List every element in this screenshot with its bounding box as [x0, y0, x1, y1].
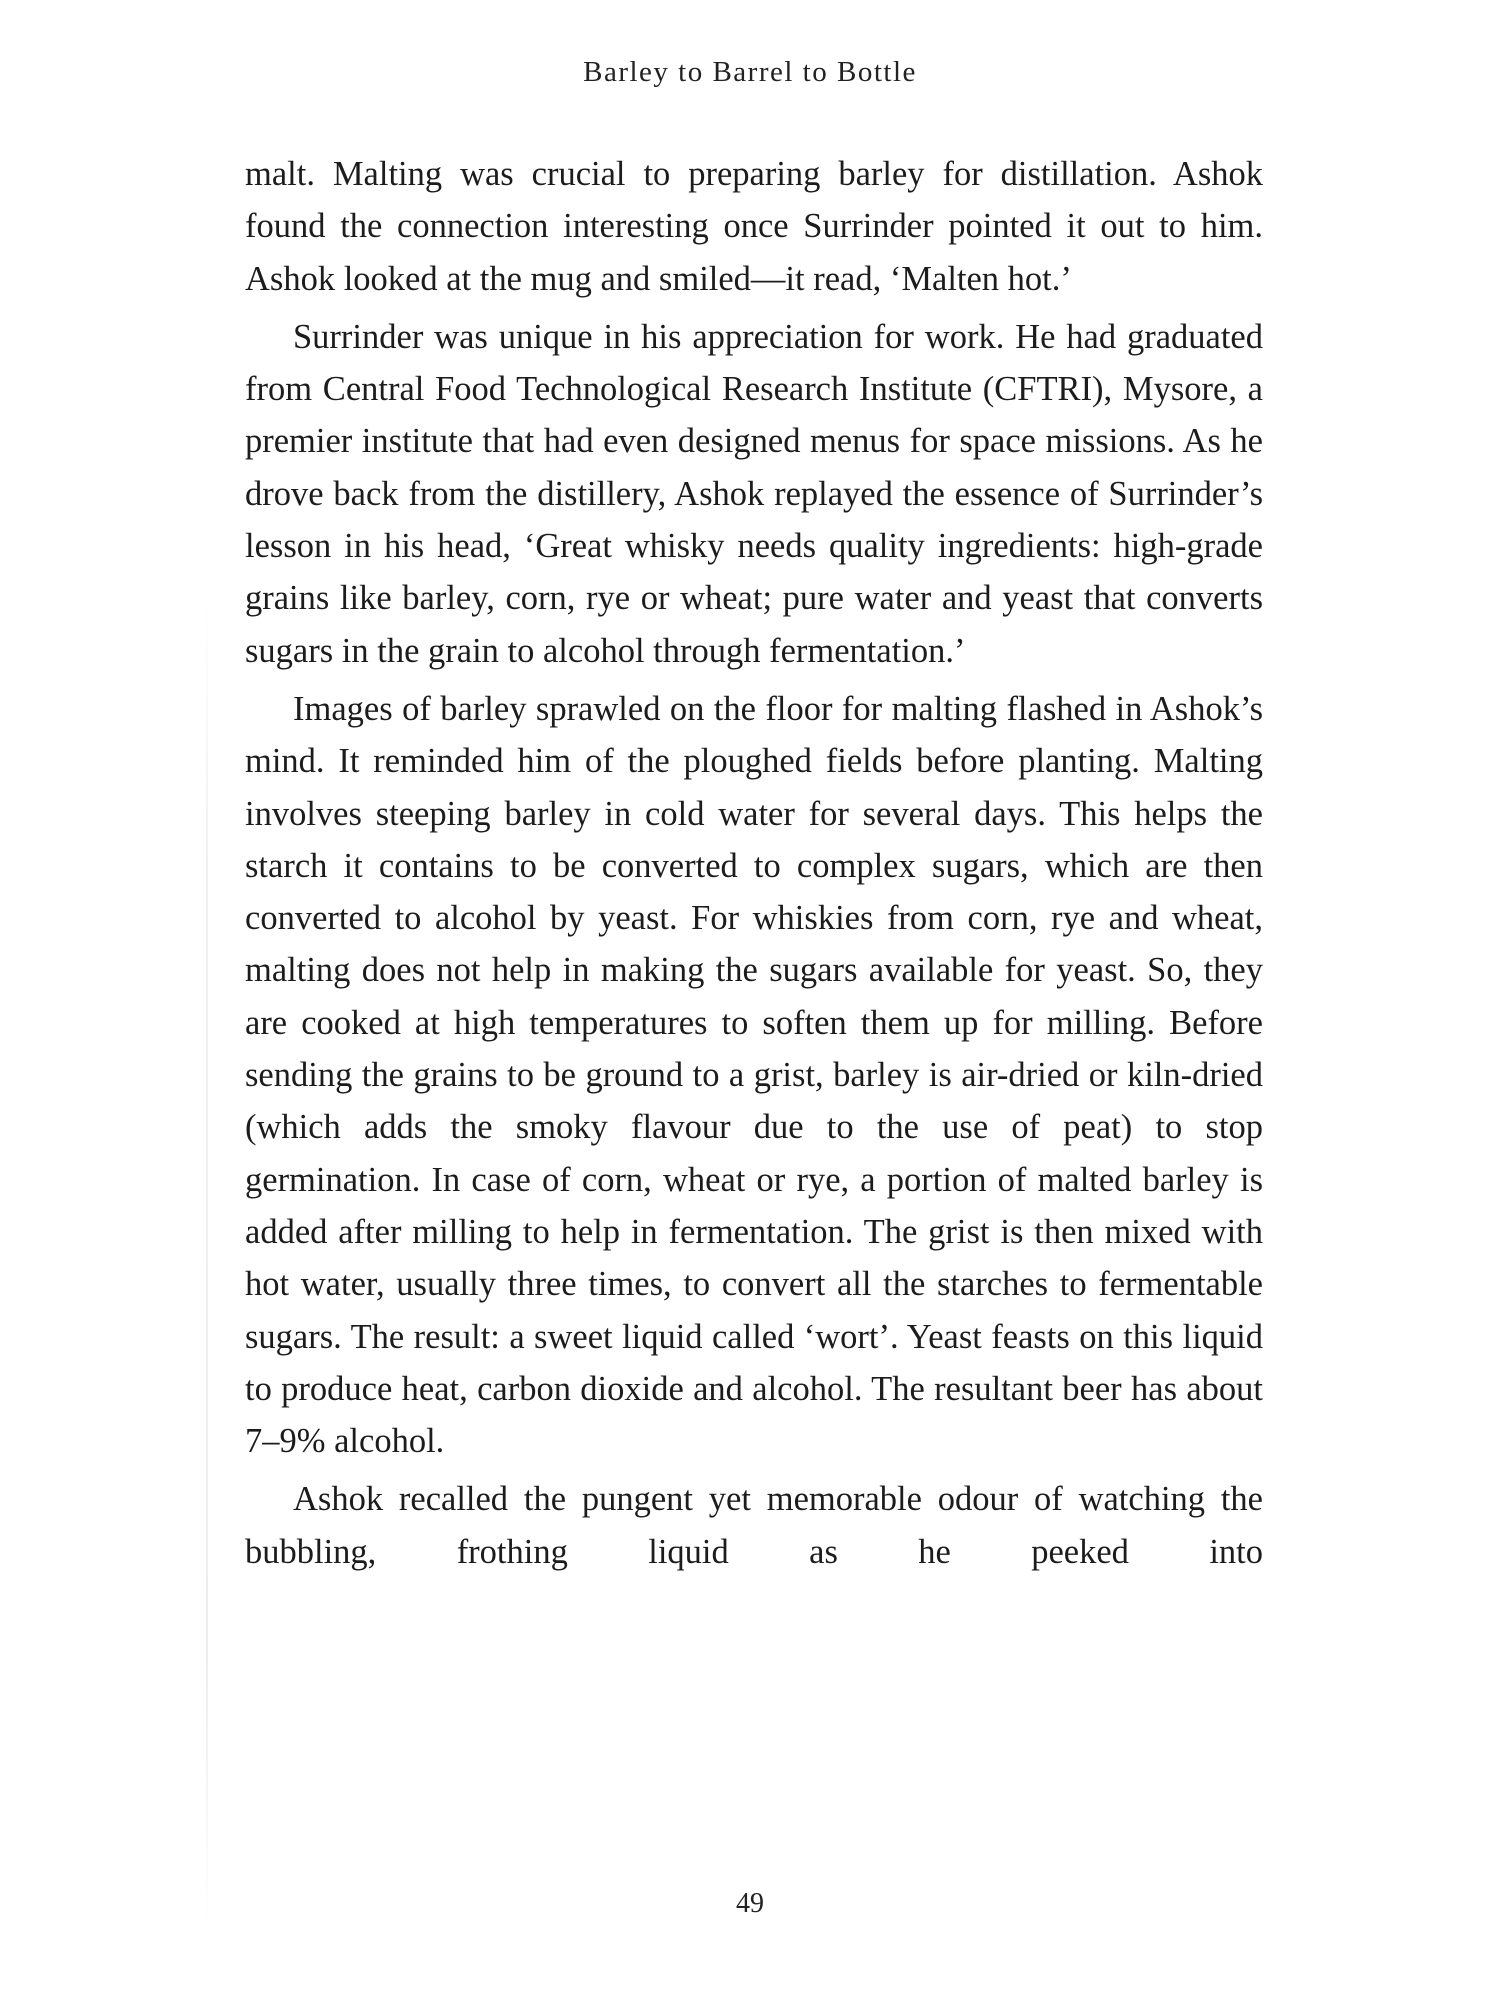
- paragraph-1: malt. Malting was crucial to preparing barley for distillation. Ashok found the connection interesting once Surrinder pointed it out to him. Ashok looked at the mug and smiled—it read, ‘Malten hot.’: [245, 155, 1263, 298]
- running-head: Barley to Barrel to Bottle: [583, 56, 917, 88]
- paragraph-4: Ashok recalled the pungent yet memorable odour of watching the bubbling, frothing liquid as he peeked into: [245, 1480, 1263, 1571]
- paragraph-3: Images of barley sprawled on the floor for malting flashed in Ashok’s mind. It reminded him of the ploughed fields before planting. Malting involves steeping barley in cold water for several days. This helps the starch it contains to be converted to complex sugars, which are then converted to alcohol by yeast. For whiskies from corn, rye and wheat, malting does not help in making the sugars available for yeast. So, they are cooked at high temperatures to soften them up for milling. Before sending the grains to be ground to a grist, barley is air-dried or kiln-dried (which adds the smoky flavour due to the use of peat) to stop germination. In case of corn, wheat or rye, a portion of malted barley is added after milling to help in fermentation. The grist is then mixed with hot water, usually three times, to convert all the starches to fermentable sugars. The result: a sweet liquid called ‘wort’. Yeast feasts on this liquid to produce heat, carbon dioxide and alcohol. The resultant beer has about 7–9% alcohol.: [245, 689, 1263, 1461]
- gutter-shadow: [206, 600, 208, 1930]
- paragraph-2: Surrinder was unique in his appreciation for work. He had graduated from Central Food Technological Research Institute (CFTRI), Mysore, a premier institute that had even designed menus for space missions. As he drove back from the distillery, Ashok replayed the essence of Surrinder’s lesson in his head, ‘Great whisky needs quality ingredients: high-grade grains like barley, corn, rye or wheat; pure water and yeast that converts sugars in the grain to alcohol through fermentation.’: [245, 317, 1263, 670]
- body-text: [245, 148, 1263, 1578]
- page-number: 49: [736, 1888, 764, 1919]
